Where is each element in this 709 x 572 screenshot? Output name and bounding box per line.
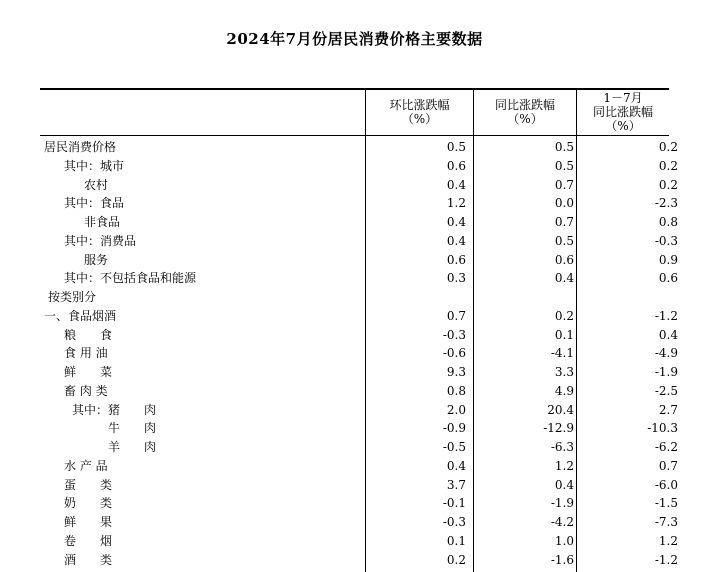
row-label: 鲜 果	[64, 515, 113, 529]
cell-ytd: -1.2	[654, 552, 678, 567]
cell-ytd: 0.7	[658, 458, 678, 473]
table-row	[40, 232, 678, 251]
table-row	[40, 307, 678, 326]
cell-ytd: -1.2	[654, 308, 678, 323]
cell-ytd: 2.7	[658, 402, 678, 417]
row-label: 卷 烟	[64, 533, 113, 548]
cell-yoy: 0.7	[554, 215, 574, 229]
cell-yoy: 0.4	[554, 477, 574, 492]
header-ytd	[577, 88, 669, 135]
row-label: 水 产 品	[64, 458, 108, 473]
cell-mom: 0.7	[446, 308, 466, 323]
header-yoy	[474, 88, 576, 135]
cell-mom: 0.5	[446, 140, 466, 154]
row-label: 居民消费价格	[44, 140, 117, 154]
cell-yoy: -4.2	[550, 515, 574, 529]
cell-ytd: 0.2	[658, 140, 678, 154]
table-row	[40, 288, 669, 307]
cell-ytd: -2.5	[654, 383, 678, 398]
cell-yoy: 0.5	[554, 233, 574, 248]
header-mom-line1: 环比涨跌幅	[389, 97, 450, 112]
cell-mom: 0.1	[446, 533, 466, 548]
row-label: 羊 肉	[108, 440, 157, 454]
row-label: 农村	[84, 177, 109, 192]
cell-mom: 0.2	[446, 552, 466, 567]
cell-ytd: -0.3	[654, 233, 678, 248]
cell-yoy: 3.3	[554, 365, 574, 379]
table-row	[40, 138, 678, 157]
row-label: 其中：消费品	[64, 233, 137, 248]
table-row	[40, 551, 678, 570]
row-label: 其中：猪 肉	[72, 402, 157, 417]
table-row	[40, 419, 678, 438]
cell-ytd: -6.2	[654, 440, 678, 454]
header-ytd-line1: 1－7月	[603, 90, 643, 105]
row-label: 非食品	[84, 215, 121, 229]
cell-mom: 0.6	[446, 158, 466, 173]
cell-ytd: 0.2	[658, 158, 678, 173]
cell-mom: -0.6	[442, 346, 466, 361]
table-row	[40, 513, 678, 532]
table-row	[40, 438, 678, 457]
row-label: 其中：不包括食品和能源	[64, 271, 197, 286]
table-body	[40, 138, 678, 569]
cell-yoy: 0.2	[554, 308, 574, 323]
cell-yoy: 1.2	[554, 458, 574, 473]
table-row	[40, 401, 678, 420]
cell-yoy: -4.1	[550, 346, 574, 361]
table-row	[40, 344, 678, 363]
cell-ytd: -6.0	[654, 477, 678, 492]
page-title: 2024年7月份居民消费价格主要数据	[226, 30, 483, 48]
cell-yoy: 0.1	[554, 327, 574, 342]
row-label: 蛋 类	[64, 477, 113, 492]
cell-yoy: -12.9	[543, 421, 574, 436]
cell-mom: 1.2	[446, 196, 466, 211]
cell-mom: 9.3	[446, 365, 466, 379]
header-mom	[366, 88, 473, 135]
cell-mom: -0.9	[442, 421, 466, 436]
table-header-rule	[40, 135, 669, 136]
cell-mom: 0.4	[446, 233, 466, 248]
cell-mom: -0.5	[442, 440, 466, 454]
row-label: 一、食品烟酒	[44, 308, 117, 323]
cell-ytd: -1.9	[654, 365, 678, 379]
cell-mom: -0.1	[442, 496, 466, 511]
table-row	[40, 157, 678, 176]
cell-ytd: 0.4	[658, 327, 678, 342]
cell-mom: 0.8	[446, 383, 466, 398]
table-row	[40, 213, 678, 232]
row-label: 鲜 菜	[64, 365, 113, 379]
cell-ytd: -10.3	[647, 421, 678, 436]
cell-yoy: 0.4	[554, 271, 574, 286]
cell-yoy: 0.0	[554, 196, 574, 211]
cell-mom: 3.7	[446, 477, 466, 492]
table-row	[40, 476, 678, 495]
cell-ytd: -4.9	[654, 346, 678, 361]
table-row	[40, 457, 678, 476]
cell-mom: -0.3	[442, 327, 466, 342]
header-yoy-line1: 同比涨跌幅	[494, 97, 555, 112]
cell-yoy: 0.7	[554, 177, 574, 192]
cell-ytd: 1.2	[658, 533, 678, 548]
row-label: 粮 食	[64, 327, 113, 342]
cell-yoy: 20.4	[547, 402, 574, 417]
table-row	[40, 251, 678, 270]
cell-yoy: -6.3	[550, 440, 574, 454]
row-label: 奶 类	[64, 496, 113, 511]
cell-yoy: 0.6	[554, 252, 574, 267]
cell-ytd: 0.2	[658, 177, 678, 192]
cell-yoy: 0.5	[554, 158, 574, 173]
row-label: 服务	[84, 252, 109, 267]
cell-ytd: 0.9	[658, 252, 678, 267]
header-ytd-line2: 同比涨跌幅	[592, 104, 653, 119]
row-label: 酒 类	[64, 552, 113, 567]
cell-mom: 0.6	[446, 252, 466, 267]
cell-yoy: -1.9	[550, 496, 574, 511]
row-label: 按类别分	[48, 290, 97, 304]
cell-yoy: -1.6	[550, 552, 574, 567]
cell-yoy: 1.0	[554, 533, 574, 548]
cell-ytd: -2.3	[654, 196, 678, 211]
table-row	[40, 494, 678, 513]
cell-ytd: -7.3	[654, 515, 678, 529]
row-label: 食 用 油	[64, 346, 108, 361]
cell-mom: -0.3	[442, 515, 466, 529]
cell-mom: 0.4	[446, 215, 466, 229]
header-ytd-line3: （%）	[605, 118, 641, 133]
row-label: 畜 肉 类	[64, 383, 108, 398]
row-label: 其中：城市	[64, 158, 125, 173]
cell-yoy: 4.9	[554, 383, 574, 398]
cell-mom: 2.0	[446, 402, 466, 417]
table-row	[40, 176, 678, 195]
cell-yoy: 0.5	[554, 140, 574, 154]
table-row	[40, 382, 678, 401]
table-row	[40, 532, 678, 551]
cell-ytd: -1.5	[654, 496, 678, 511]
cell-mom: 0.4	[446, 177, 466, 192]
table-row	[40, 363, 678, 382]
row-label: 牛 肉	[108, 421, 157, 436]
header-yoy-line2: （%）	[507, 111, 543, 126]
cell-ytd: 0.8	[658, 215, 678, 229]
row-label: 其中：食品	[64, 196, 125, 211]
header-mom-line2: （%）	[401, 111, 438, 126]
table-row	[40, 269, 678, 288]
cell-ytd: 0.6	[658, 271, 678, 286]
table-row	[40, 194, 678, 213]
cell-mom: 0.3	[446, 271, 466, 286]
cell-mom: 0.4	[446, 458, 466, 473]
table-row	[40, 326, 678, 345]
